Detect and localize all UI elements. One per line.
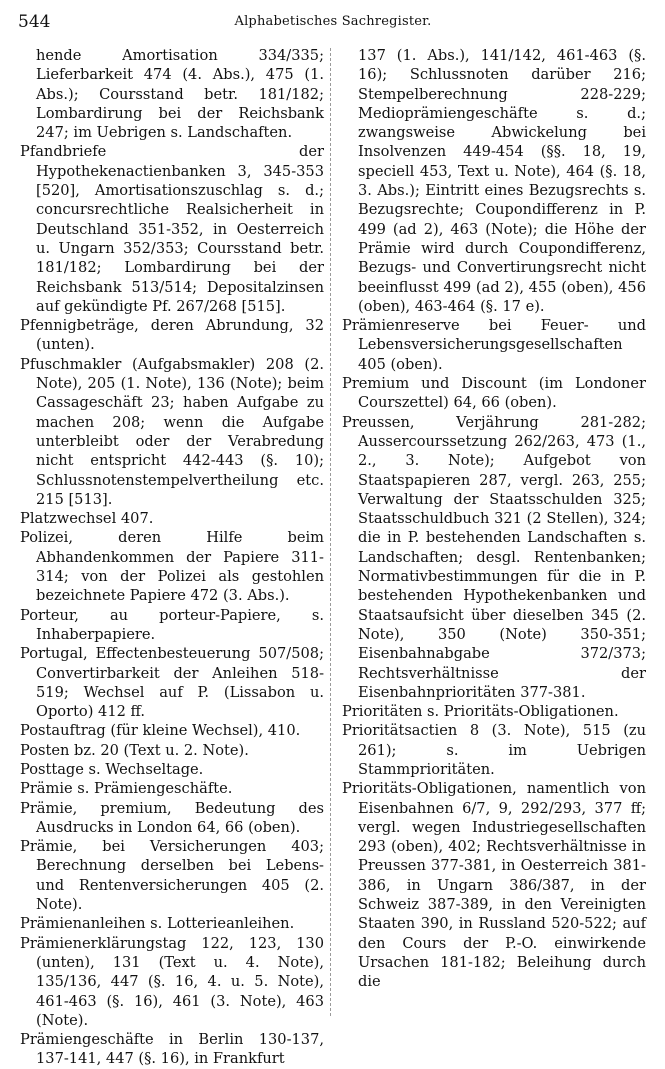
index-entry: Prämie s. Prämiengeschäfte. xyxy=(20,780,233,798)
index-entry: Polizei, deren Hilfe beim Abhandenkommen der Papiere 311-314; von der Polizei als gestohlen bezeichnete Papiere 472 (3. Abs.). xyxy=(20,529,324,605)
index-entry: Platzwechsel 407. xyxy=(20,510,154,528)
page-header xyxy=(18,12,648,36)
right-column xyxy=(342,46,646,992)
index-entry: Prämie, bei Versicherungen 403; Berechnung derselben bei Lebens- und Rentenversicherungen 405 (2. Note). xyxy=(20,838,324,914)
index-entry: Porteur, au porteur-Papiere, s. Inhaberpapiere. xyxy=(20,606,324,643)
index-entry: 137 (1. Abs.), 141/142, 461-463 (§. 16); Schlussnoten darüber 216; Stempelberechnung 228-229; Medioprämiengeschäfte s. d.; zwangsweise Abwickelung bei Insolvenzen 449-454 (§§. 18, 19, speciell 453, Text u. Note), 464 (§. 18, 3. Abs.); Eintritt eines Bezugsrechts s. Bezugsrechte; Coupondifferenz in P. 499 (ad 2), 463 (Note); die Höhe der Prämie wird durch Coupondifferenz, Bezugs- und Convertirungsrecht nicht beeinflusst 499 (ad 2), 455 (oben), 456 (oben), 463-464 (§. 17 e). xyxy=(358,47,646,315)
page-number: 544 xyxy=(18,12,51,32)
index-entry: Pfuschmakler (Aufgabsmakler) 208 (2. Note), 205 (1. Note), 136 (Note); beim Cassageschäft 23; haben Aufgabe zu machen 208; wenn die Aufgabe unterbleibt oder der Verabredung nicht entspricht 442-443 (§. 10); Schlussnotenstempelvertheilung etc. 215 [513]. xyxy=(20,355,324,508)
running-title: Alphabetisches Sachregister. xyxy=(234,14,432,29)
column-divider xyxy=(330,48,331,1016)
index-entry: Prioritäts-Obligationen, namentlich von Eisenbahnen 6/7, 9, 292/293, 377 ff; vergl. wegen Industriegesellschaften 293 (oben), 402; Rechtsverhältnisse in Preussen 377-381, in Oesterreich 381-386, in Ungarn 386/387, in der Schweiz 387-389, in den Vereinigten Staaten 390, in Russland 520-522; auf den Cours der P.-O. einwirkende Ursachen 181-182; Beleihung durch die xyxy=(342,780,646,991)
index-entry: Prämienreserve bei Feuer- und Lebensversicherungsgesellschaften 405 (oben). xyxy=(342,317,646,373)
index-entry: Pfennigbeträge, deren Abrundung, 32 (unten). xyxy=(20,317,324,354)
index-entry: Preussen, Verjährung 281-282; Aussercourssetzung 262/263, 473 (1., 2., 3. Note); Aufgebot von Staatspapieren 287, vergl. 263, 255; Verwaltung der Staatsschulden 325; Staatsschuldbuch 321 (2 Stellen), 324; die in P. bestehenden Landschaften s. Landschaften; desgl. Rentenbanken; Normativbestimmungen für die in P. bestehenden Hypothekenbanken und Staatsaufsicht über dieselben 345 (2. Note), 350 (Note) 350-351; Eisenbahnabgabe 372/373; Rechtsverhältnisse der Eisenbahnprioritäten 377-381. xyxy=(342,413,646,701)
left-column xyxy=(20,46,324,1069)
index-entry: Prämie, premium, Bedeutung des Ausdrucks in London 64, 66 (oben). xyxy=(20,799,324,836)
index-entry: Prämienanleihen s. Lotterieanleihen. xyxy=(20,915,295,933)
index-entry: Prämiengeschäfte in Berlin 130-137, 137-141, 447 (§. 16), in Frankfurt xyxy=(20,1031,324,1068)
index-entry: Portugal, Effectenbesteuerung 507/508; Convertirbarkeit der Anleihen 518-519; Wechsel auf P. (Lissabon u. Oporto) 412 ff. xyxy=(20,645,324,721)
index-entry: Prämienerklärungstag 122, 123, 130 (unten), 131 (Text u. 4. Note), 135/136, 447 (§. 16, 4. u. 5. Note), 461-463 (§. 16), 461 (3. Note), 463 (Note). xyxy=(20,934,324,1029)
index-entry: Postauftrag (für kleine Wechsel), 410. xyxy=(20,722,301,740)
index-entry: Posten bz. 20 (Text u. 2. Note). xyxy=(20,741,249,759)
index-entry: Posttage s. Wechseltage. xyxy=(20,760,204,778)
index-entry: Prioritäten s. Prioritäts-Obligationen. xyxy=(342,703,619,721)
index-entry: Pfandbriefe der Hypothekenactienbanken 3, 345-353 [520], Amortisationszuschlag s. d.; concursrechtliche Realsicherheit in Deutschland 351-352, in Oesterreich u. Ungarn 352/353; Coursstand betr. 181/182; Lombardirung bei der Reichsbank 513/514; Depositalzinsen auf gekündigte Pf. 267/268 [515]. xyxy=(20,143,324,315)
index-entry: Premium und Discount (im Londoner Courszettel) 64, 66 (oben). xyxy=(342,375,646,412)
index-entry: Prioritätsactien 8 (3. Note), 515 (zu 261); s. im Uebrigen Stammprioritäten. xyxy=(342,722,646,778)
index-entry: hende Amortisation 334/335; Lieferbarkeit 474 (4. Abs.), 475 (1. Abs.); Coursstand betr. 181/182; Lombardirung bei der Reichsbank 247; im Uebrigen s. Landschaften. xyxy=(36,47,324,142)
